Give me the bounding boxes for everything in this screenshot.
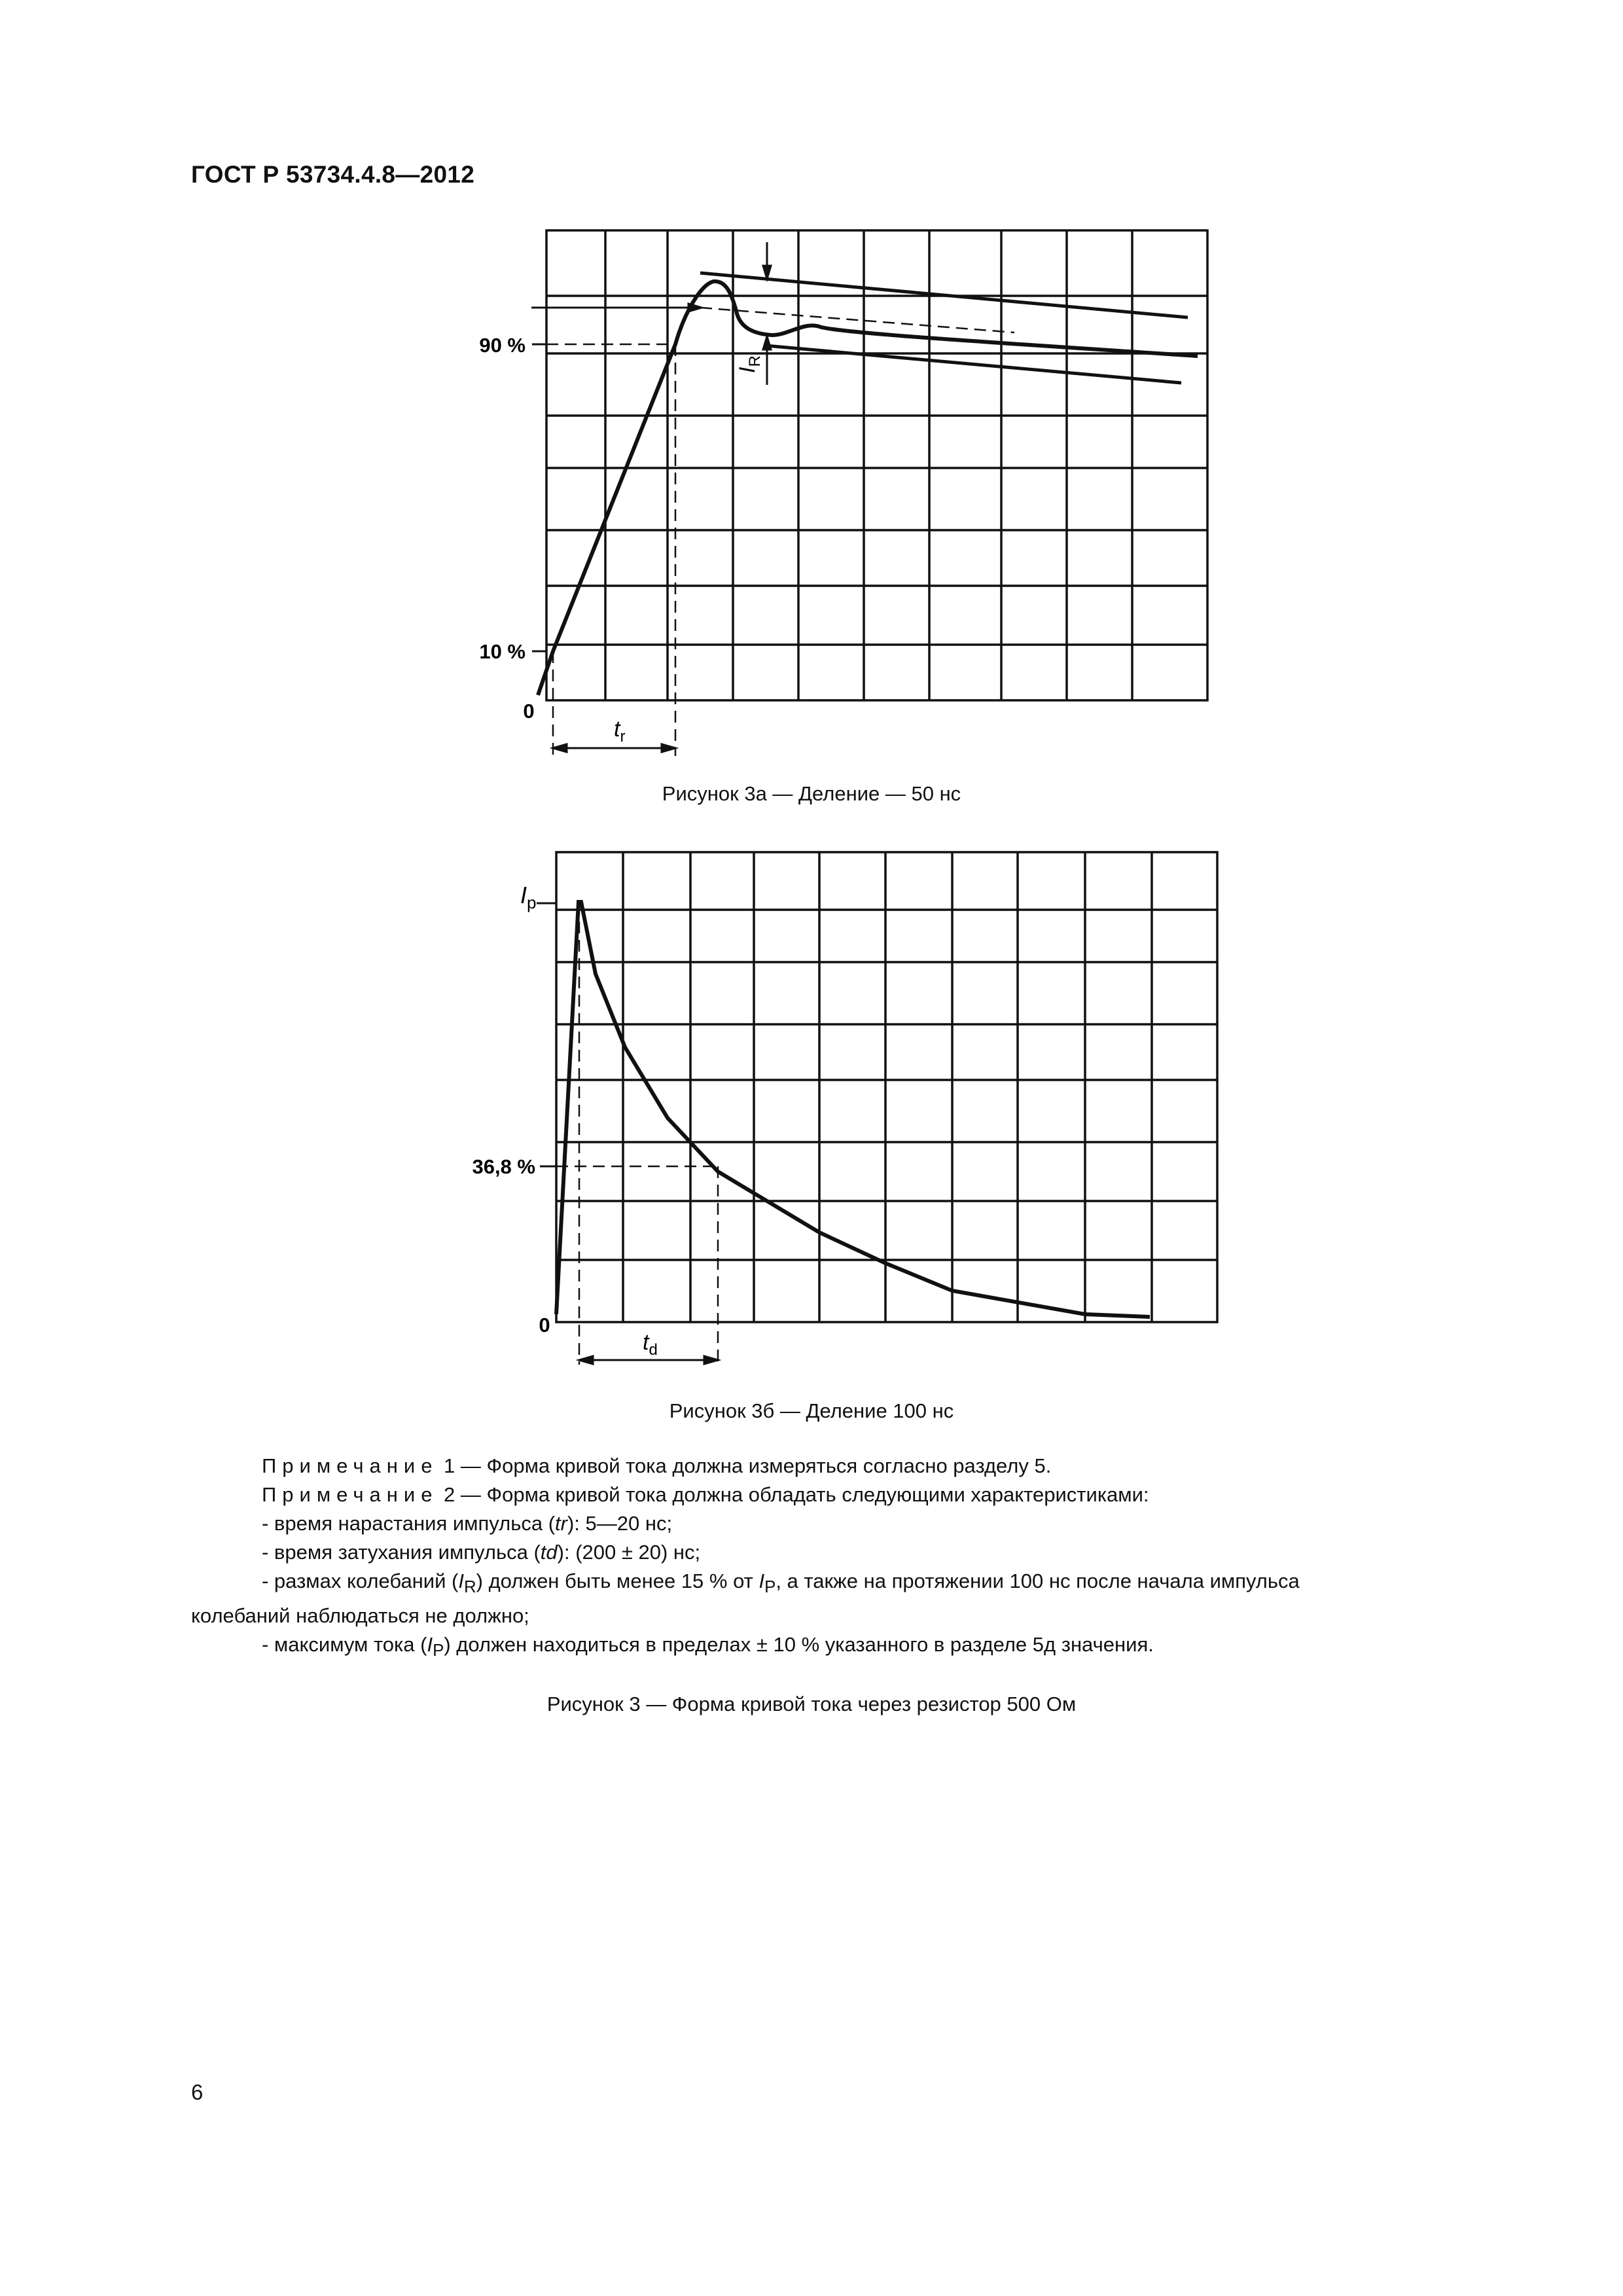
figure-3a-grid bbox=[546, 230, 1207, 700]
figure-3b-caption: Рисунок 3б — Деление 100 нс bbox=[669, 1399, 954, 1422]
note-2: Примечание 2 — Форма кривой тока должна обладать следующими характеристиками: bbox=[262, 1483, 1149, 1506]
figure-3a-envelope-lines bbox=[700, 273, 1188, 383]
figure-3b-ticks bbox=[537, 903, 556, 1166]
note-1: Примечание 1 — Форма кривой тока должна измеряться согласно разделу 5. bbox=[262, 1454, 1052, 1477]
note-item-decay-time: - время затухания импульса (td): (200 ± 20) нс; bbox=[262, 1541, 701, 1564]
page-number: 6 bbox=[191, 2080, 204, 2104]
figure-3a-ir-arrows bbox=[763, 242, 771, 385]
document-header: ГОСТ Р 53734.4.8—2012 bbox=[191, 161, 475, 188]
figure-3a-ticks bbox=[532, 344, 546, 651]
figure-3b-grid bbox=[556, 852, 1217, 1322]
figure-3a-label-zero: 0 bbox=[523, 700, 535, 723]
note-item-ringing: - размах колебаний $(I_R)$ должен быть менее 15 % от $I_P$, а также на протяжении 100 нс после начала импульса bbox=[262, 1570, 1300, 1597]
figure-3a-label-tr: $t_r$ bbox=[614, 717, 626, 745]
figure-3a-tr-dimension bbox=[553, 744, 675, 752]
figure-3a-caption: Рисунок 3а — Деление — 50 нс bbox=[662, 782, 961, 805]
figure-3-caption: Рисунок 3 — Форма кривой тока через резистор 500 Ом bbox=[546, 1693, 1077, 1715]
figure-3b-dashed-lines bbox=[556, 903, 718, 1365]
figure-3b-label-zero: 0 bbox=[539, 1314, 550, 1336]
svg-text:IR: $I_R$ bbox=[735, 355, 764, 373]
note-item-rise-time: - время нарастания импульса (tr): 5—20 нс; bbox=[262, 1512, 673, 1535]
figure-3a-waveform bbox=[538, 281, 1198, 695]
figure-3b-label-td: $t_d$ bbox=[643, 1330, 658, 1359]
figure-3b-label-ip: $I_p$ bbox=[520, 882, 537, 912]
figure-3b bbox=[0, 844, 1623, 1394]
notes-block bbox=[191, 1452, 1493, 1665]
figure-3a bbox=[0, 223, 1623, 785]
figure-3b-label-368: 36,8 % bbox=[472, 1155, 535, 1178]
note-item-peak-current: - максимум тока $(I_P)$ должен находиться в пределах ± 10 % указанного в разделе 5д значения. bbox=[262, 1633, 1154, 1660]
figure-3a-entry-arrow bbox=[531, 304, 702, 312]
figure-3a-label-10: 10 % bbox=[479, 640, 526, 663]
figure-3a-label-ir bbox=[735, 355, 764, 373]
figure-3b-waveform bbox=[556, 902, 1150, 1317]
figure-3a-label-90: 90 % bbox=[479, 334, 526, 357]
figure-3a-dashed-lines bbox=[546, 308, 1014, 756]
note-item-ringing-continued: колебаний наблюдаться не должно; bbox=[191, 1604, 529, 1628]
